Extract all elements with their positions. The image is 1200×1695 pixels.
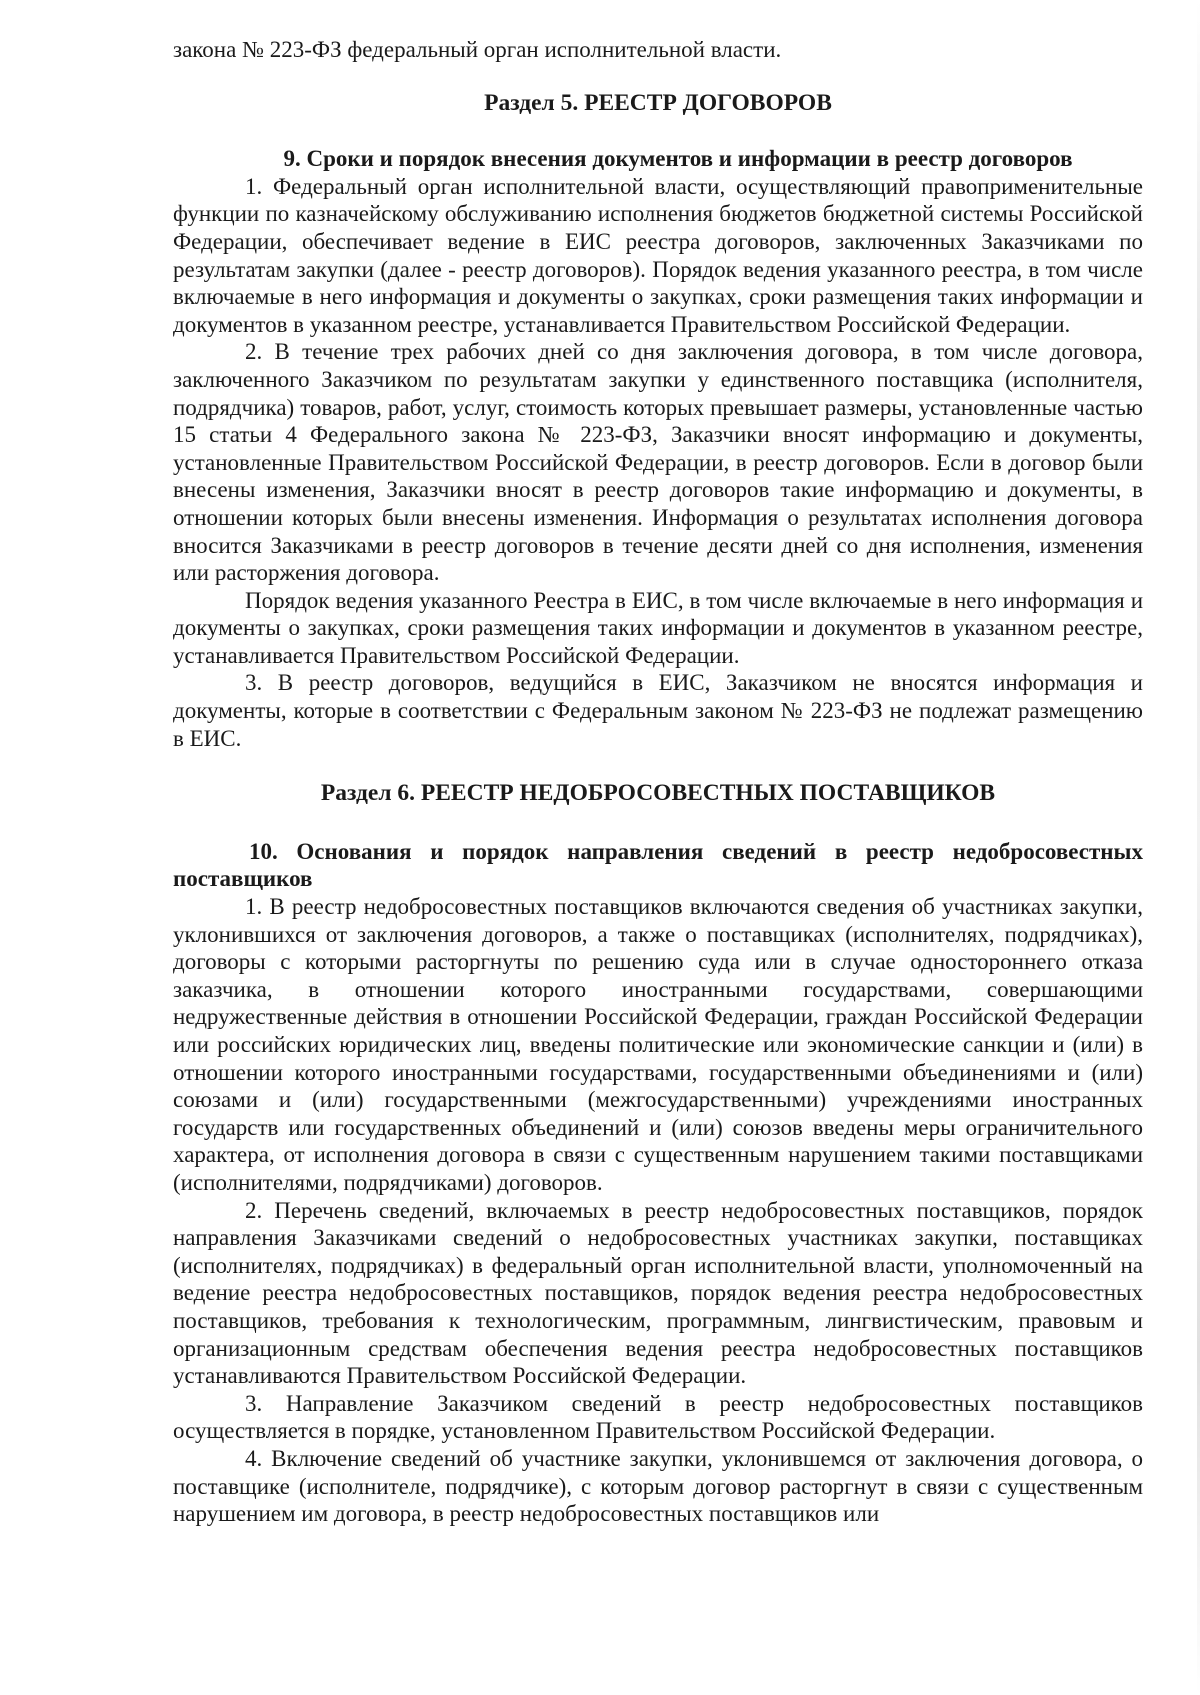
section-6-title: Раздел 6. РЕЕСТР НЕДОБРОСОВЕСТНЫХ ПОСТАВЩИКОВ [320, 780, 996, 807]
article-10-paragraph-3: 3. Направление Заказчиком сведений в реестр недобросовестных поставщиков осуществляется в порядке, установленном Правительством Российской Федерации. [173, 1390, 1143, 1444]
article-9-paragraph-3: 3. В реестр договоров, ведущийся в ЕИС, Заказчиком не вносятся информация и документы, которые в соответствии с Федеральным законом № 223-ФЗ не подлежат размещению в ЕИС. [173, 670, 1143, 751]
article-10-title: 10. Основания и порядок направления сведений в реестр недобросовестных поставщиков [173, 838, 1143, 892]
article-10-paragraph-4: 4. Включение сведений об участнике закупки, уклонившемся от заключения договора, о поставщике (исполнителе, подрядчике), с которым договор расторгнут в связи с существенным нарушением им договора, в реестр недобросовестных поставщиков или [173, 1445, 1143, 1527]
article-9-paragraph-1: 1. Федеральный орган исполнительной власти, осуществляющий правоприменительные функции по казначейскому обслуживанию исполнения бюджетов бюджетной системы Российской Федерации, обеспечивает ведение в ЕИС реестра договоров, заключенных Заказчиками по результатам закупки (далее - реестр договоров). Порядок ведения указанного реестра, в том числе включаемые в него информация и документы о закупках, сроки размещения таких информации и документов в указанном реестре, устанавливается Правительством Российской Федерации. [173, 173, 1143, 337]
article-10-paragraph-2: 2. Перечень сведений, включаемых в реестр недобросовестных поставщиков, порядок направления Заказчиками сведений о недобросовестных участниках закупки, поставщиках (исполнителях, подрядчиках) в федеральный орган исполнительной власти, уполномоченный на ведение реестра недобросовестных поставщиков, порядок ведения реестра недобросовестных поставщиков, требования к технологическим, программным, лингвистическим, правовым и организационным средствам обеспечения ведения реестра недобросовестных поставщиков устанавливаются Правительством Российской Федерации. [173, 1197, 1143, 1389]
article-9-paragraph-2: 2. В течение трех рабочих дней со дня заключения договора, в том числе договора, заключенного Заказчиком по результатам закупки у единственного поставщика (исполнителя, подрядчика) товаров, работ, услуг, стоимость которых превышает размеры, установленные частью 15 статьи 4 Федерального закона № 223-ФЗ, Заказчики вносят информацию и документы, установленные Правительством Российской Федерации, в реестр договоров. Если в договор были внесены изменения, Заказчики вносят в реестр договоров такие информацию и документы, в отношении которых были внесены изменения. Информация о результатах исполнения договора вносится Заказчиками в реестр договоров в течение десяти дней со дня исполнения, изменения или расторжения договора. [173, 339, 1143, 586]
article-9-paragraph-2-continued: Порядок ведения указанного Реестра в ЕИС, в том числе включаемые в него информация и документы о закупках, сроки размещения таких информации и документов в указанном реестре, устанавливается Правительством Российской Федерации. [173, 587, 1143, 668]
document-page [173, 36, 1143, 1528]
article-10-paragraph-1: 1. В реестр недобросовестных поставщиков включаются сведения об участниках закупки, уклонившихся от заключения договоров, а также о поставщиках (исполнителях, подрядчиках), договоры с которыми расторгнуты по решению суда или в случае одностороннего отказа заказчика, в отношении которого иностранными государствами, совершающими недружественные действия в отношении Российской Федерации, граждан Российской Федерации или российских юридических лиц, введены политические или экономические санкции и (или) в отношении которого иностранными государствами, государственными объединениями и (или) союзами и (или) государственными (межгосударственными) учреждениями иностранных государств или государственных объединений и (или) союзов введены меры ограничительного характера, от исполнения договора в связи с существенным нарушением такими поставщиками (исполнителями, подрядчиками) договоров. [173, 894, 1143, 1195]
section-5-title: Раздел 5. РЕЕСТР ДОГОВОРОВ [484, 89, 832, 116]
article-9-title: 9. Сроки и порядок внесения документов и информации в реестр договоров [283, 146, 1073, 172]
lead-line: закона № 223-ФЗ федеральный орган исполнительной власти. [173, 37, 782, 62]
